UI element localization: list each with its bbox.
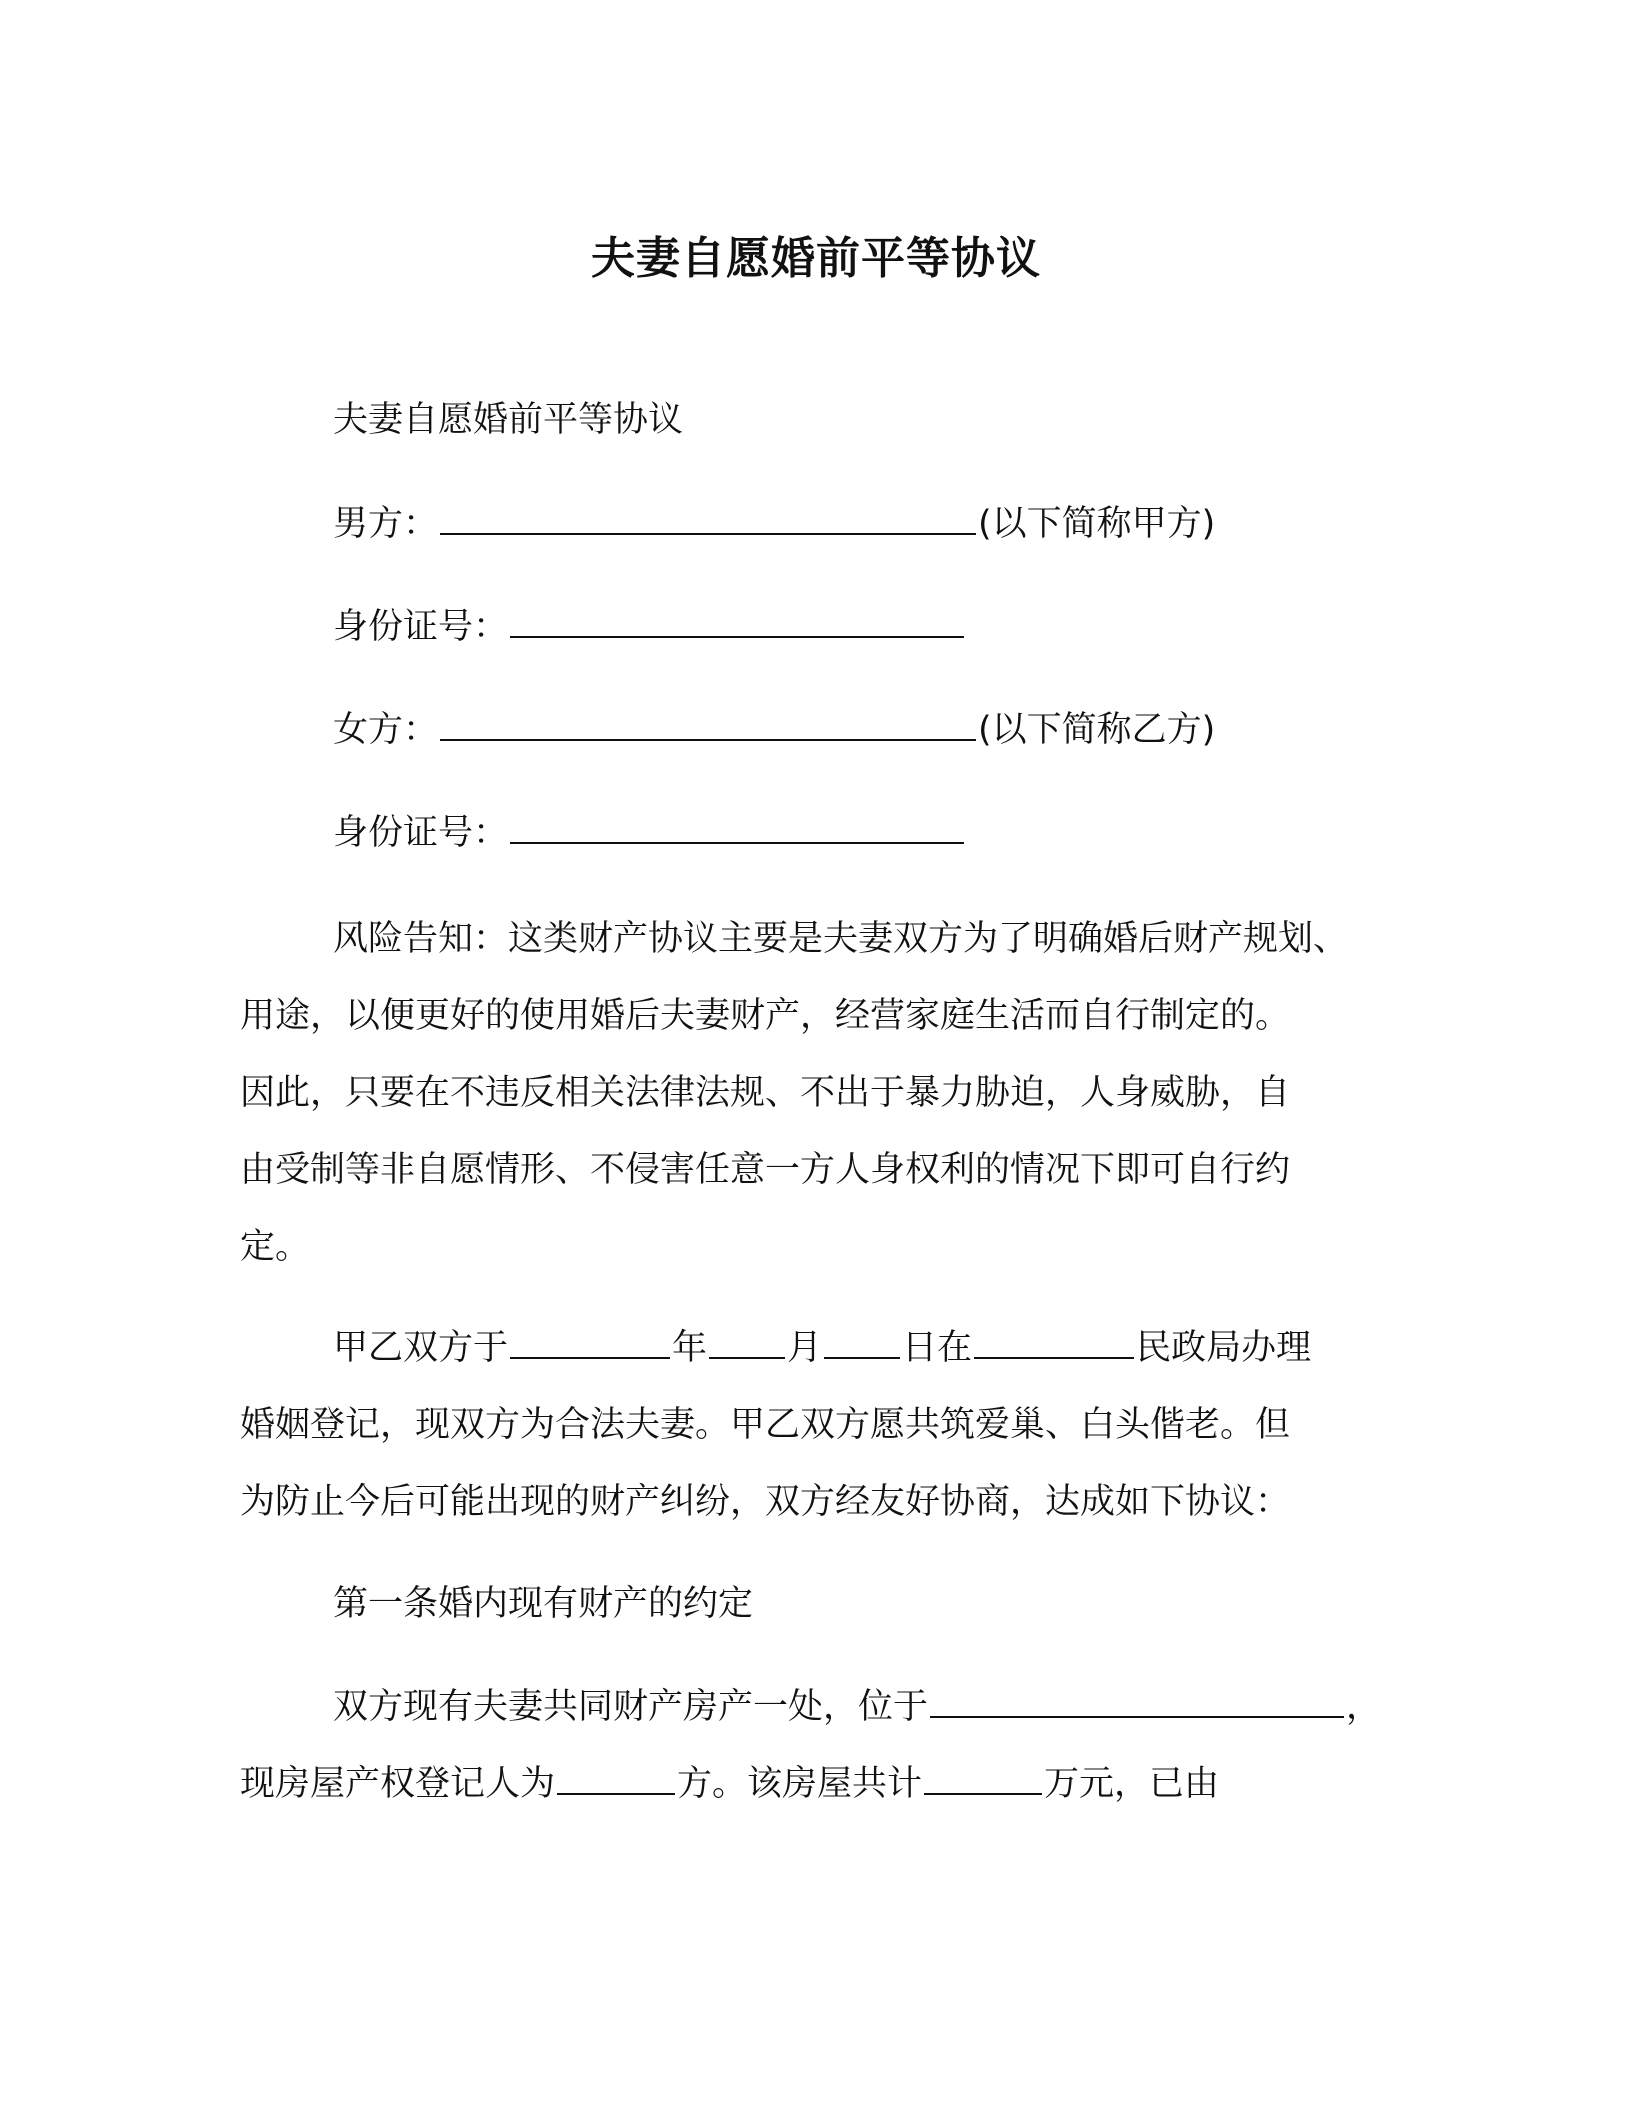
- article1-line2-a: 现房屋产权登记人为: [240, 1764, 556, 1804]
- wife-suffix: (以下简称乙方): [978, 710, 1216, 750]
- marriage-day-label: 日在: [902, 1328, 973, 1368]
- date-blank-month: [709, 1327, 785, 1359]
- husband-name-blank: [440, 503, 976, 535]
- article1-line2-b: 方。该房屋共计: [677, 1764, 923, 1804]
- article1-line2-c: 万元，已由: [1044, 1764, 1220, 1804]
- wife-id-label: 身份证号：: [333, 813, 509, 853]
- article1-heading: 第一条婚内现有财产的约定: [333, 1584, 754, 1624]
- marriage-year-label: 年: [672, 1328, 708, 1368]
- husband-line: [333, 500, 1215, 548]
- husband-id-line: [333, 603, 966, 651]
- document-title: 夫妻自愿婚前平等协议: [591, 233, 1041, 284]
- marriage-bureau-label: 民政局办理: [1136, 1328, 1312, 1368]
- article1-line-2: [240, 1760, 1219, 1808]
- property-value-blank: [924, 1763, 1042, 1795]
- article1-line1-suffix: ，: [1346, 1687, 1382, 1727]
- wife-id-line: [333, 809, 966, 857]
- husband-id-label: 身份证号：: [333, 607, 509, 647]
- marriage-prefix: 甲乙双方于: [333, 1328, 509, 1368]
- article1-line1-prefix: 双方现有夫妻共同财产房产一处，位于: [333, 1687, 929, 1727]
- bureau-blank: [974, 1327, 1134, 1359]
- wife-id-blank: [510, 812, 964, 844]
- document-subtitle: 夫妻自愿婚前平等协议: [333, 400, 684, 440]
- article1-line-1: [333, 1683, 1381, 1731]
- property-location-blank: [930, 1686, 1344, 1718]
- marriage-line-1: [333, 1324, 1311, 1372]
- registrant-blank: [557, 1763, 675, 1795]
- risk-notice-line-3: 因此，只要在不违反相关法律法规、不出于暴力胁迫，人身威胁，自: [240, 1073, 1291, 1113]
- marriage-line-3: 为防止今后可能出现的财产纠纷，双方经友好协商，达成如下协议：: [240, 1482, 1291, 1522]
- risk-notice-line-2: 用途，以便更好的使用婚后夫妻财产，经营家庭生活而自行制定的。: [240, 996, 1291, 1036]
- wife-label: 女方：: [333, 710, 439, 750]
- risk-notice-line-5: 定。: [240, 1227, 311, 1267]
- risk-notice-line-4: 由受制等非自愿情形、不侵害任意一方人身权利的情况下即可自行约: [240, 1150, 1291, 1190]
- husband-id-blank: [510, 606, 964, 638]
- date-blank-year: [510, 1327, 670, 1359]
- date-blank-day: [824, 1327, 900, 1359]
- wife-name-blank: [440, 709, 976, 741]
- marriage-line-2: 婚姻登记，现双方为合法夫妻。甲乙双方愿共筑爱巢、白头偕老。但: [240, 1405, 1291, 1445]
- wife-line: [333, 706, 1215, 754]
- marriage-month-label: 月: [787, 1328, 823, 1368]
- husband-label: 男方：: [333, 504, 439, 544]
- husband-suffix: (以下简称甲方): [978, 504, 1216, 544]
- risk-notice-line-1: 风险告知：这类财产协议主要是夫妻双方为了明确婚后财产规划、: [333, 919, 1349, 959]
